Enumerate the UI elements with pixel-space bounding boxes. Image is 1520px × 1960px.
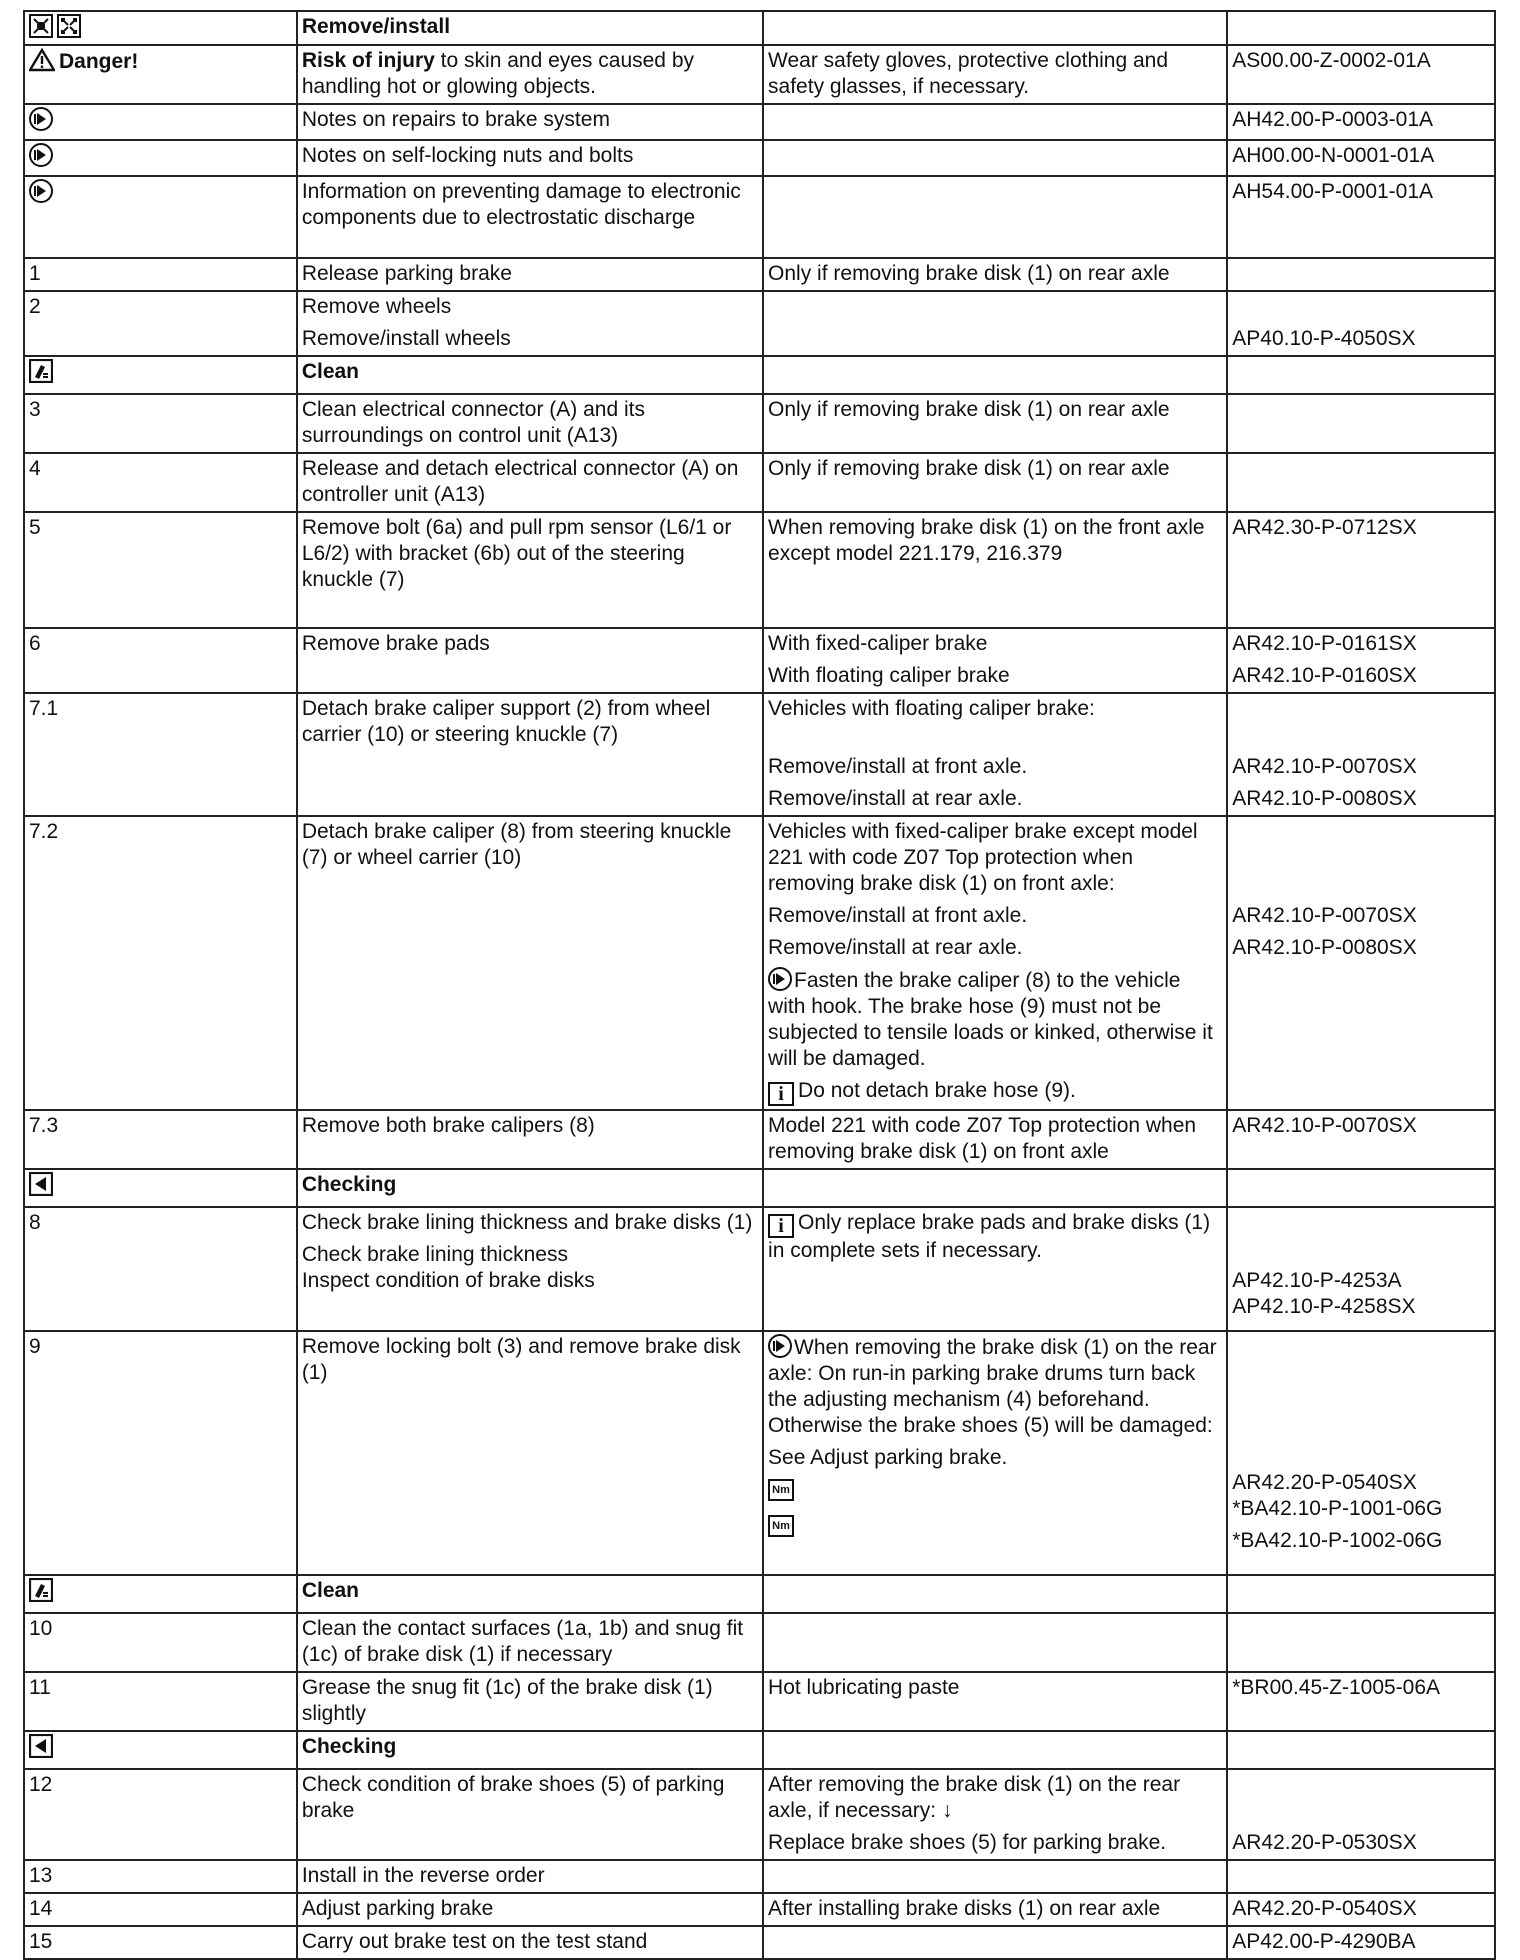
step-number: 4 [24,453,297,512]
step-ref: *BA42.10-P-1002-06G [1232,1529,1443,1552]
info-icon: i [768,1214,794,1238]
step-row [24,1769,1495,1860]
note-ref: AH42.00-P-0003-01A [1227,104,1495,140]
note-row [24,176,1495,258]
section-row-clean [24,356,1495,394]
note-icon [29,107,53,131]
danger-measure: Wear safety gloves, protective clothing and safety glasses, if necessary. [763,45,1227,104]
remove-icon [29,14,53,38]
step-text: Adjust parking brake [297,1893,763,1926]
procedure-table [23,10,1496,1960]
clean-icon [29,359,53,383]
danger-text-cell [297,45,763,104]
info-icon: i [768,1082,794,1106]
danger-row [24,45,1495,104]
step-note: Vehicles with fixed-caliper brake except model 221 with code Z07 Top protection when removing brake disk (1) on front axle: [768,820,1198,895]
note-text: Information on preventing damage to electronic components due to electrostatic discharge [297,176,763,258]
step-ref: *BR00.45-Z-1005-06A [1227,1672,1495,1731]
step-row [24,1672,1495,1731]
step-note: Remove/install at front axle. [768,755,1028,778]
procedure-document [23,10,1496,1960]
section-row-checking [24,1731,1495,1769]
step-row [24,453,1495,512]
step-ref: AR42.30-P-0712SX [1227,512,1495,628]
step-number: 8 [24,1207,297,1331]
step-ref: AP40.10-P-4050SX [1232,327,1416,350]
step-ref: AR42.10-P-0070SX [1232,904,1417,927]
step-row [24,1893,1495,1926]
step-text: Check condition of brake shoes (5) of parking brake [297,1769,763,1860]
step-note: Remove/install at rear axle. [768,787,1023,810]
step-text: Check brake lining thickness and brake disks (1) [301,1211,753,1234]
step-text: Detach brake caliper (8) from steering knuckle (7) or wheel carrier (10) [297,816,763,1110]
clean-icon [29,1578,53,1602]
step-row [24,1331,1495,1575]
step-row [24,1860,1495,1893]
step-note: Vehicles with floating caliper brake: [768,697,1095,720]
step-text: Release parking brake [297,258,763,291]
torque-icon: Nm [768,1515,794,1537]
step-note: After removing the brake disk (1) on the rear axle, if necessary: [768,1773,1181,1822]
step-number: 7.3 [24,1110,297,1169]
step-ref: AR42.10-P-0070SX [1232,755,1417,778]
checking-icon [29,1172,53,1196]
step-text: Grease the snug fit (1c) of the brake disk (1) slightly [297,1672,763,1731]
step-text: Carry out brake test on the test stand [297,1926,763,1959]
step-row [24,394,1495,453]
step-text: Remove both brake calipers (8) [297,1110,763,1169]
section-row-clean [24,1575,1495,1613]
step-note: Fasten the brake caliper (8) to the vehicle with hook. The brake hose (9) must not be subjected to tensile loads or kinked, otherwise it will be damaged. [768,969,1213,1070]
step-ref: AR42.20-P-0530SX [1232,1831,1417,1854]
note-text: Notes on self-locking nuts and bolts [297,140,763,176]
section-title: Checking [297,1731,763,1769]
step-number: 12 [24,1769,297,1860]
step-note: After installing brake disks (1) on rear axle [763,1893,1227,1926]
step-number: 7.1 [24,693,297,816]
step-text: Release and detach electrical connector (A) on controller unit (A13) [297,453,763,512]
danger-bold-text: Risk of injury [301,49,435,72]
step-text: Remove brake pads [297,628,763,693]
danger-text: to skin and eyes caused by handling hot or glowing objects. [301,49,695,98]
step-text: Clean the contact surfaces (1a, 1b) and snug fit (1c) of brake disk (1) if necessary [297,1613,763,1672]
step-note: Only if removing brake disk (1) on rear axle [763,453,1227,512]
step-note: Replace brake shoes (5) for parking brake. [768,1831,1167,1854]
section-row-checking [24,1169,1495,1207]
step-ref: AR42.10-P-0070SX [1227,1110,1495,1169]
checking-icon [29,1734,53,1758]
step-number: 13 [24,1860,297,1893]
step-text: Remove locking bolt (3) and remove brake disk (1) [297,1331,763,1575]
step-row [24,291,1495,356]
step-number: 14 [24,1893,297,1926]
danger-ref: AS00.00-Z-0002-01A [1227,45,1495,104]
step-text: Clean electrical connector (A) and its surroundings on control unit (A13) [297,394,763,453]
danger-label: Danger! [59,50,139,73]
step-note: Hot lubricating paste [763,1672,1227,1731]
step-number: 6 [24,628,297,693]
step-number: 5 [24,512,297,628]
note-icon [768,1334,792,1358]
note-ref: AH54.00-P-0001-01A [1227,176,1495,258]
step-row [24,628,1495,693]
step-ref: AR42.10-P-0080SX [1232,787,1417,810]
step-number: 1 [24,258,297,291]
note-text: Notes on repairs to brake system [297,104,763,140]
note-icon [29,179,53,203]
step-number: 15 [24,1926,297,1959]
step-ref: AR42.10-P-0080SX [1232,936,1417,959]
down-arrow-icon: ↓ [941,1799,953,1822]
section-title: Clean [297,1575,763,1613]
step-note: Only replace brake pads and brake disks (1) in complete sets if necessary. [768,1211,1211,1262]
step-row [24,258,1495,291]
step-note: Remove/install at rear axle. [768,936,1023,959]
step-note: With floating caliper brake [768,664,1010,687]
note-ref: AH00.00-N-0001-01A [1227,140,1495,176]
header-title: Remove/install [297,11,763,45]
note-icon [29,143,53,167]
step-note: Do not detach brake hose (9). [798,1079,1076,1102]
step-row [24,1926,1495,1959]
step-number: 7.2 [24,816,297,1110]
step-number: 2 [24,291,297,356]
step-note: See Adjust parking brake. [768,1446,1008,1469]
step-ref: AP42.00-P-4290BA [1227,1926,1495,1959]
section-title: Clean [297,356,763,394]
step-row [24,512,1495,628]
note-row [24,140,1495,176]
step-ref: AP42.10-P-4253A [1232,1269,1402,1292]
step-note: Only if removing brake disk (1) on rear axle [763,258,1227,291]
step-number: 11 [24,1672,297,1731]
step-ref: AP42.10-P-4258SX [1232,1295,1416,1318]
step-number: 9 [24,1331,297,1575]
step-note: Remove/install at front axle. [768,904,1028,927]
torque-icon: Nm [768,1479,794,1501]
step-row [24,1613,1495,1672]
step-sub: Check brake lining thickness [301,1243,568,1266]
step-sub: Inspect condition of brake disks [301,1269,595,1292]
step-note: Only if removing brake disk (1) on rear axle [763,394,1227,453]
danger-cell [24,45,297,104]
step-ref: AR42.20-P-0540SX [1227,1893,1495,1926]
step-number: 3 [24,394,297,453]
step-text: Install in the reverse order [297,1860,763,1893]
step-row [24,816,1495,1110]
section-title: Checking [297,1169,763,1207]
step-ref: AR42.10-P-0160SX [1232,664,1417,687]
step-ref: *BA42.10-P-1001-06G [1232,1497,1443,1520]
install-icon [57,14,81,38]
step-number: 10 [24,1613,297,1672]
step-row [24,693,1495,816]
step-note: Model 221 with code Z07 Top protection when removing brake disk (1) on front axle [763,1110,1227,1169]
step-note: With fixed-caliper brake [768,632,988,655]
step-row [24,1110,1495,1169]
step-note: When removing the brake disk (1) on the rear axle: On run-in parking brake drums turn back the adjusting mechanism (4) beforehand. Otherwise the brake shoes (5) will be damaged: [768,1336,1217,1437]
step-note: When removing brake disk (1) on the front axle except model 221.179, 216.379 [763,512,1227,628]
header-row [24,11,1495,45]
step-text: Remove bolt (6a) and pull rpm sensor (L6/1 or L6/2) with bracket (6b) out of the steering knuckle (7) [297,512,763,628]
step-ref: AR42.10-P-0161SX [1232,632,1417,655]
step-text: Detach brake caliper support (2) from wheel carrier (10) or steering knuckle (7) [297,693,763,816]
header-icons-cell [24,11,297,45]
step-sub: Remove/install wheels [301,327,511,350]
note-row [24,104,1495,140]
step-text: Remove wheels [301,295,452,318]
step-row [24,1207,1495,1331]
warning-triangle-icon [29,48,55,72]
step-ref: AR42.20-P-0540SX [1232,1471,1417,1494]
note-icon [768,967,792,991]
